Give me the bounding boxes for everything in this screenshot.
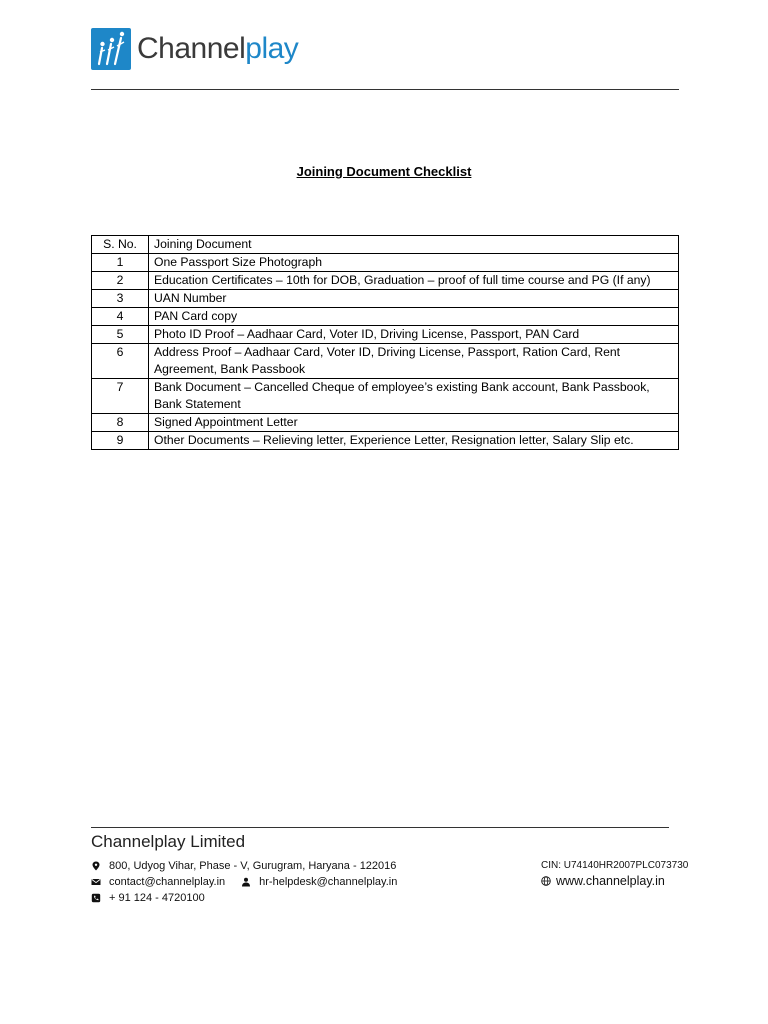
row-number: 2 <box>92 272 149 290</box>
row-number: 3 <box>92 290 149 308</box>
row-document: Other Documents – Relieving letter, Experience Letter, Resignation letter, Salary Slip etc. <box>149 432 679 450</box>
logo-text <box>137 34 298 64</box>
table-row <box>92 344 679 379</box>
row-number: 7 <box>92 379 149 414</box>
logo-text-accent: play <box>245 32 299 65</box>
footer-website <box>541 874 665 888</box>
footer-emails <box>91 876 397 888</box>
table-row <box>92 308 679 326</box>
logo-mark-icon <box>91 28 131 70</box>
cin-text: CIN: U74140HR2007PLC073730 <box>541 860 689 871</box>
table-header-row <box>92 236 679 254</box>
row-document: Photo ID Proof – Aadhaar Card, Voter ID, Driving License, Passport, PAN Card <box>149 326 679 344</box>
address-text: 800, Udyog Vihar, Phase - V, Gurugram, Haryana - 122016 <box>109 860 397 872</box>
checklist-table <box>91 235 679 450</box>
row-document: Signed Appointment Letter <box>149 414 679 432</box>
row-number: 1 <box>92 254 149 272</box>
phone-icon <box>91 893 101 903</box>
table-row <box>92 254 679 272</box>
page-title: Joining Document Checklist <box>296 164 472 179</box>
column-header-sno: S. No. <box>92 236 149 254</box>
phone-text: + 91 124 - 4720100 <box>109 892 205 904</box>
row-document: Address Proof – Aadhaar Card, Voter ID, Driving License, Passport, Ration Card, Rent Agreement, Bank Passbook <box>149 344 679 379</box>
column-header-document: Joining Document <box>149 236 679 254</box>
table-row <box>92 432 679 450</box>
row-document: One Passport Size Photograph <box>149 254 679 272</box>
row-number: 6 <box>92 344 149 379</box>
location-pin-icon <box>91 861 101 871</box>
logo-text-main: Channel <box>137 32 246 65</box>
envelope-icon <box>91 877 101 887</box>
row-number: 8 <box>92 414 149 432</box>
row-number: 4 <box>92 308 149 326</box>
table-row <box>92 272 679 290</box>
footer-cin <box>541 860 688 871</box>
globe-icon <box>541 876 551 886</box>
footer-phone <box>91 892 205 904</box>
row-document: UAN Number <box>149 290 679 308</box>
header-divider <box>91 89 679 90</box>
row-number: 5 <box>92 326 149 344</box>
table-row <box>92 414 679 432</box>
row-document: Bank Document – Cancelled Cheque of employee’s existing Bank account, Bank Passbook, Bank Statement <box>149 379 679 414</box>
email-contact-link[interactable]: contact@channelplay.in <box>109 876 226 888</box>
footer-address <box>91 860 396 872</box>
table-row <box>92 326 679 344</box>
footer-company-name: Channelplay Limited <box>91 832 246 851</box>
row-document: Education Certificates – 10th for DOB, Graduation – proof of full time course and PG (If any) <box>149 272 679 290</box>
person-icon <box>241 877 251 887</box>
row-number: 9 <box>92 432 149 450</box>
company-logo <box>91 28 298 70</box>
row-document: PAN Card copy <box>149 308 679 326</box>
email-hr-link[interactable]: hr-helpdesk@channelplay.in <box>259 876 398 888</box>
footer-divider <box>91 827 669 828</box>
table-row <box>92 290 679 308</box>
table-row <box>92 379 679 414</box>
website-link[interactable]: www.channelplay.in <box>556 874 665 888</box>
